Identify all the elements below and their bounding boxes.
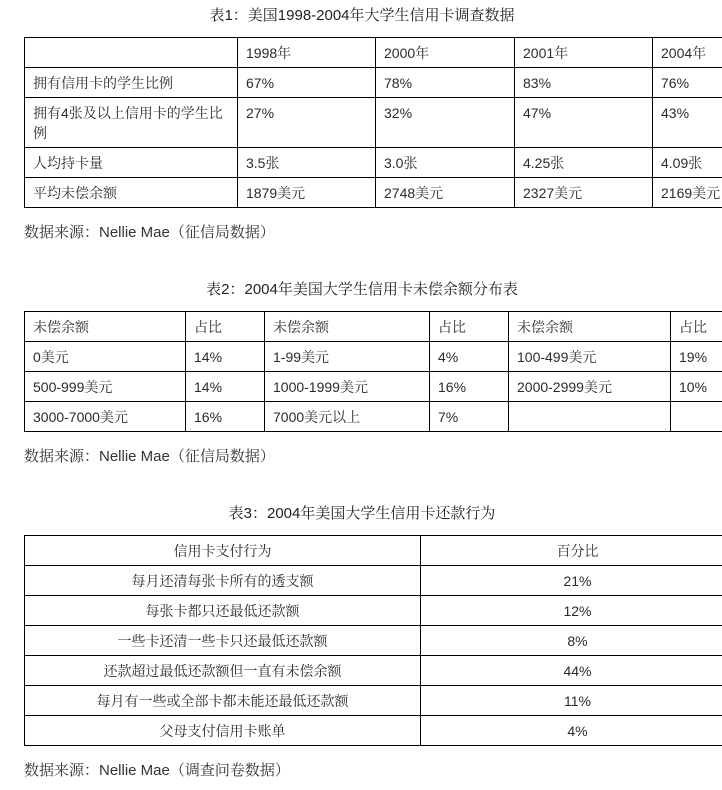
table2-source-note: 数据来源：Nellie Mae（征信局数据） [24,447,700,466]
table-cell: 还款超过最低还款额但一直有未偿余额 [25,656,421,686]
table-header-cell: 未偿余额 [509,312,671,342]
table3-source-note: 数据来源：Nellie Mae（调查问卷数据） [24,761,700,780]
table-row [25,716,722,746]
table-cell: 每张卡都只还最低还款额 [25,596,421,626]
table-header-cell: 未偿余额 [265,312,430,342]
table-header-row [25,38,722,68]
table-cell: 2327美元 [515,178,653,208]
table-cell: 1-99美元 [265,342,430,372]
table-header-cell: 1998年 [238,38,376,68]
table-header-cell: 占比 [186,312,265,342]
table2-balance-distribution [24,311,722,432]
table-cell: 14% [186,372,265,402]
table-header-cell: 未偿余额 [25,312,186,342]
table-cell: 67% [238,68,376,98]
table-row [25,402,722,432]
table1-section [24,6,700,242]
table-cell: 16% [186,402,265,432]
table-cell: 10% [671,372,722,402]
table3-repayment-behavior [24,535,722,746]
table-cell: 0美元 [25,342,186,372]
table-cell: 2169美元 [653,178,722,208]
table2-section [24,280,700,466]
table-header-cell: 信用卡支付行为 [25,536,421,566]
table-cell: 11% [421,686,722,716]
table-cell: 父母支付信用卡账单 [25,716,421,746]
table-cell: 4% [430,342,509,372]
table-cell: 2000-2999美元 [509,372,671,402]
table-header-row [25,312,722,342]
table-cell: 7% [430,402,509,432]
table-row [25,566,722,596]
table-cell: 人均持卡量 [25,148,238,178]
table-cell: 7000美元以上 [265,402,430,432]
table-row [25,626,722,656]
table-cell: 3.5张 [238,148,376,178]
table-header-cell: 占比 [430,312,509,342]
table-header-cell: 2000年 [376,38,515,68]
table-cell: 每月有一些或全部卡都未能还最低还款额 [25,686,421,716]
table-row [25,98,722,148]
table-cell: 47% [515,98,653,148]
table-row [25,178,722,208]
table-cell: 平均未偿余额 [25,178,238,208]
table-cell: 一些卡还清一些卡只还最低还款额 [25,626,421,656]
table-cell: 拥有信用卡的学生比例 [25,68,238,98]
table-cell: 16% [430,372,509,402]
table-row [25,342,722,372]
table-cell: 每月还清每张卡所有的透支额 [25,566,421,596]
table-cell: 44% [421,656,722,686]
table1-credit-card-survey [24,37,722,208]
table-header-cell: 2004年 [653,38,722,68]
table-header-cell: 百分比 [421,536,722,566]
table-cell: 4% [421,716,722,746]
table-cell: 500-999美元 [25,372,186,402]
table-cell: 83% [515,68,653,98]
table-cell: 4.25张 [515,148,653,178]
table-row [25,596,722,626]
table-cell: 3.0张 [376,148,515,178]
table-cell: 76% [653,68,722,98]
table-cell: 1879美元 [238,178,376,208]
table-cell: 19% [671,342,722,372]
table-cell: 拥有4张及以上信用卡的学生比例 [25,98,238,148]
table-cell: 14% [186,342,265,372]
table-cell: 43% [653,98,722,148]
table-row [25,68,722,98]
table-row [25,656,722,686]
table-cell [671,402,722,432]
table-cell: 78% [376,68,515,98]
table-cell [509,402,671,432]
table-cell: 2748美元 [376,178,515,208]
table3-section [24,504,700,780]
table-cell: 4.09张 [653,148,722,178]
table-row [25,148,722,178]
table2-title: 表2：2004年美国大学生信用卡未偿余额分布表 [24,280,700,299]
table-cell: 8% [421,626,722,656]
table-cell: 100-499美元 [509,342,671,372]
table-cell: 1000-1999美元 [265,372,430,402]
table-cell: 21% [421,566,722,596]
table-header-row [25,536,722,566]
table-header-cell: 占比 [671,312,722,342]
table-cell: 3000-7000美元 [25,402,186,432]
table-cell: 27% [238,98,376,148]
table-row [25,686,722,716]
table3-title: 表3：2004年美国大学生信用卡还款行为 [24,504,700,523]
table-header-cell: 2001年 [515,38,653,68]
table1-source-note: 数据来源：Nellie Mae（征信局数据） [24,223,700,242]
table1-title: 表1：美国1998-2004年大学生信用卡调查数据 [24,6,700,25]
table-cell: 12% [421,596,722,626]
table-header-cell [25,38,238,68]
table-cell: 32% [376,98,515,148]
table-row [25,372,722,402]
